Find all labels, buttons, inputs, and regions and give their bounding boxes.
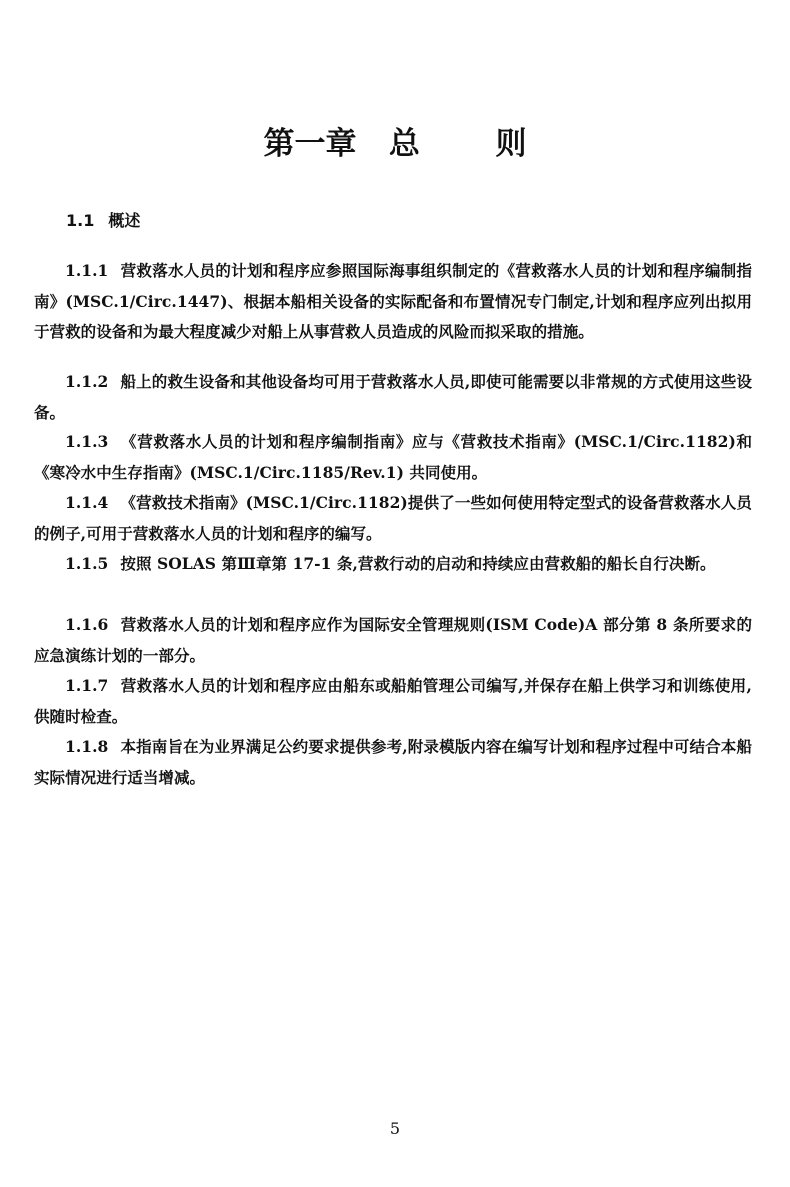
paragraph-1-1-7 [34,671,752,732]
chapter-title: 第一章 总 则 [263,126,527,162]
paragraph-text: 《营救技术指南》(MSC.1/Circ.1182)提供了一些如何使用特定型式的设备营救落水人员的例子,可用于营救落水人员的计划和程序的编写。 [34,493,752,543]
paragraph-1-1-5 [34,549,752,580]
paragraph-1-1-4 [34,488,752,549]
paragraph-text: 船上的救生设备和其他设备均可用于营救落水人员,即使可能需要以非常规的方式使用这些设备。 [34,372,752,422]
paragraph-number: 1.1.1 [65,261,109,280]
paragraph-text: 营救落水人员的计划和程序应由船东或船舶管理公司编写,并保存在船上供学习和训练使用,供随时检查。 [34,676,752,726]
paragraph-text: 营救落水人员的计划和程序应作为国际安全管理规则(ISM Code)A 部分第 8 条所要求的应急演练计划的一部分。 [34,615,752,665]
section-title: 概述 [108,211,141,230]
paragraph-text: 营救落水人员的计划和程序应参照国际海事组织制定的《营救落水人员的计划和程序编制指南》(MSC.1/Circ.1447)、根据本船相关设备的实际配备和布置情况专门制定,计划和程序应列出拟用于营救的设备和为最大程度减少对船上从事营救人员造成的风险而拟采取的措施。 [34,261,752,341]
paragraph-number: 1.1.7 [65,676,109,695]
paragraph-number: 1.1.4 [65,493,109,512]
paragraph-text: 本指南旨在为业界满足公约要求提供参考,附录模版内容在编写计划和程序过程中可结合本船实际情况进行适当增减。 [34,737,752,787]
section-number: 1.1 [66,211,95,230]
paragraph-1-1-2 [34,367,752,428]
paragraph-text: 按照 SOLAS 第Ⅲ章第 17-1 条,营救行动的启动和持续应由营救船的船长自行决断。 [120,554,716,573]
paragraph-1-1-8 [34,732,752,793]
paragraph-number: 1.1.8 [65,737,109,756]
paragraph-text: 《营救落水人员的计划和程序编制指南》应与《营救技术指南》(MSC.1/Circ.1182)和《寒冷水中生存指南》(MSC.1/Circ.1185/Rev.1) 共同使用。 [34,432,752,482]
paragraph-number: 1.1.5 [65,554,109,573]
paragraph-number: 1.1.2 [65,372,109,391]
paragraph-1-1-6 [34,610,752,671]
paragraph-1-1-3 [34,427,752,488]
page-number: 5 [389,1119,401,1138]
paragraph-number: 1.1.3 [65,432,109,451]
section-heading [66,208,140,234]
paragraph-1-1-1 [34,256,752,348]
paragraph-number: 1.1.6 [65,615,109,634]
